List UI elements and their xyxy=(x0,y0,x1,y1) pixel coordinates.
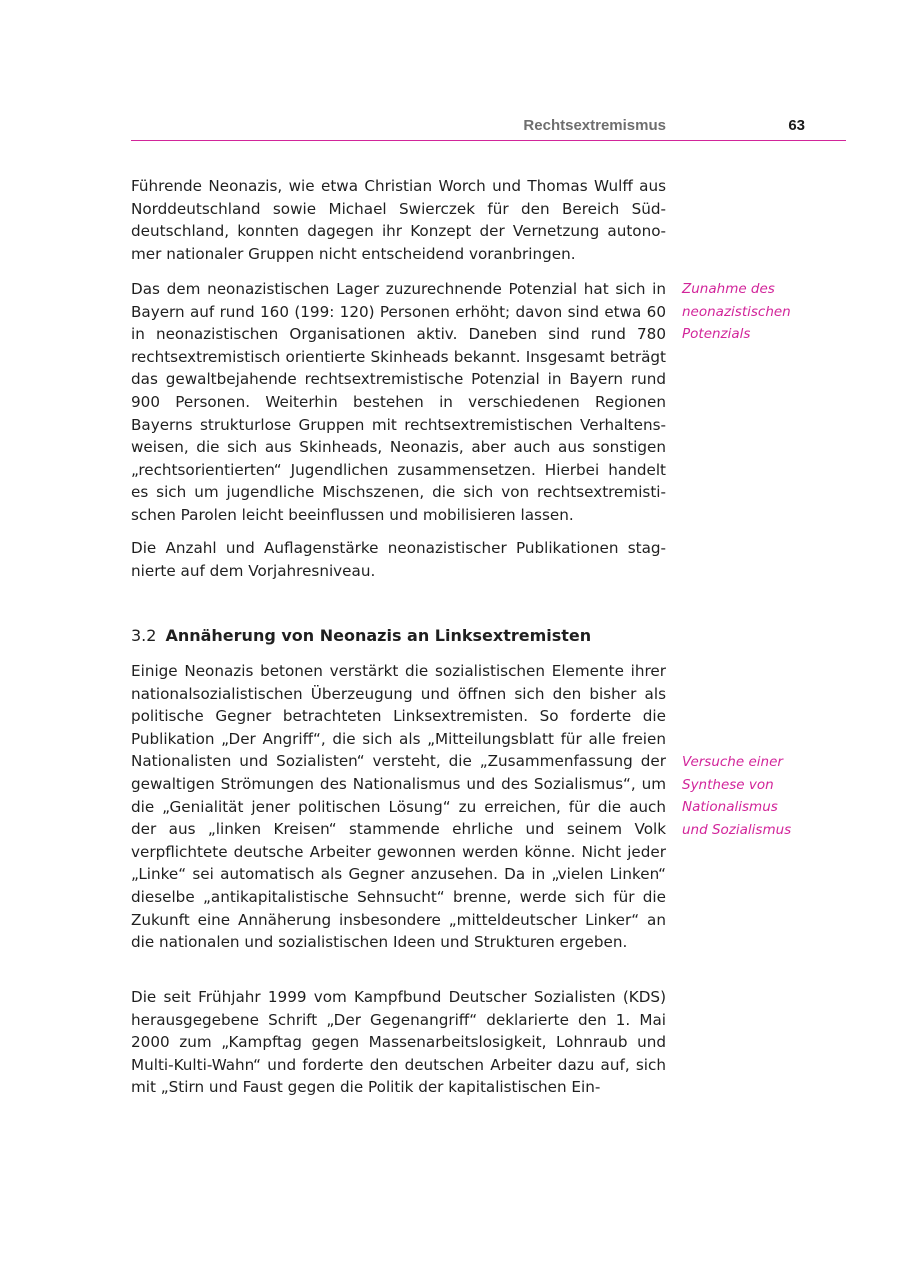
margin-note-line: und Sozialismus xyxy=(682,821,792,838)
paragraph-4-block xyxy=(131,660,666,954)
section-title: Annäherung von Neonazis an Linksextremisten xyxy=(165,626,592,645)
header-divider xyxy=(131,140,846,141)
paragraph: Führende Neonazis, wie etwa Christian Worch und Thomas Wulff aus Norddeutschland sowie Michael Swierczek für den Bereich Süddeutschland, konnten dagegen ihr Konzept der Vernetzung autonomer nationaler Gruppen nicht entscheidend voranbringen. xyxy=(131,177,666,263)
margin-note-potenzial xyxy=(682,278,832,346)
paragraph-1-block xyxy=(131,175,666,265)
margin-note-line: Potenzials xyxy=(682,326,751,343)
margin-note-line: Versuche einer xyxy=(682,754,783,770)
section-heading xyxy=(131,625,591,647)
paragraph: Einige Neonazis betonen verstärkt die sozialistischen Elemente ihrer nationalsozialistischen Überzeugung und öffnen sich den bisher als politische Gegner betrachteten Linksextremisten. So forderte die Publikation „Der Angriff“, die sich als „Mitteilungsblatt für alle freien Nationalisten und Sozialisten“ versteht, die „Zusammenfassung der gewaltigen Strömungen des Nationalismus und des Sozialismus“, um die „Genialität jener politischen Lösung“ zu erreichen, für die auch der aus „linken Kreisen“ stammende ehrliche und seinem Volk verpflichtete deutsche Arbeiter gewonnen werden könne. Nicht jeder „Linke“ sei automatisch als Gegner anzusehen. Da in „vielen Linken“ dieselbe „antikapitalistische Sehnsucht“ brenne, werde sich für die Zukunft eine Annäherung insbesondere „mitteldeutscher Linker“ an die nationalen und sozialistischen Ideen und Strukturen ergeben. xyxy=(131,662,666,952)
paragraph-5-block xyxy=(131,986,666,1099)
paragraph: Das dem neonazistischen Lager zuzurechnende Potenzial hat sich in Bayern auf rund 160 (199: 120) Personen erhöht; davon sind etwa 60 in neonazistischen Organisationen aktiv. Daneben sind rund 780 rechtsextremistisch orientierte Skinheads bekannt. Insgesamt beträgt das gewaltbejahende rechtsextremistische Potenzial in Bayern rund 900 Personen. Weiterhin bestehen in verschiedenen Regionen Bayerns strukturlose Gruppen mit rechtsextremistischen Verhaltensweisen, die sich aus Skinheads, Neonazis, aber auch aus sonstigen „rechtsorientierten“ Jugendlichen zusammensetzen. Hierbei handelt es sich um jugendliche Mischszenen, die sich von rechtsextremistischen Parolen leicht beeinflussen und mobilisieren lassen. xyxy=(131,280,666,524)
page-number: 63 xyxy=(788,117,805,134)
section-number: 3.2 xyxy=(131,626,157,645)
margin-note-line: Synthese von xyxy=(682,776,774,793)
margin-note-line: neonazistischen xyxy=(682,303,791,320)
paragraph: Die Anzahl und Auflagenstärke neonazistischer Publikationen stagnierte auf dem Vorjahresniveau. xyxy=(131,539,666,580)
margin-note-line: Nationalismus xyxy=(682,799,778,816)
paragraph: Die seit Frühjahr 1999 vom Kampfbund Deutscher Sozialisten (KDS) herausgegebene Schrift „Der Gegenangriff“ deklarierte den 1. Mai 2000 zum „Kampftag gegen Massenarbeitslosigkeit, Lohnraub und Multi-Kulti-Wahn“ und forderte den deutschen Arbeiter dazu auf, sich mit „Stirn und Faust gegen die Politik der kapitalistischen Ein- xyxy=(131,988,666,1097)
paragraph-2-block xyxy=(131,278,666,527)
paragraph-3-block xyxy=(131,537,666,582)
margin-note-line: Zunahme des xyxy=(682,281,775,297)
margin-note-synthese xyxy=(682,751,832,841)
running-header-title: Rechtsextremismus xyxy=(523,117,666,134)
